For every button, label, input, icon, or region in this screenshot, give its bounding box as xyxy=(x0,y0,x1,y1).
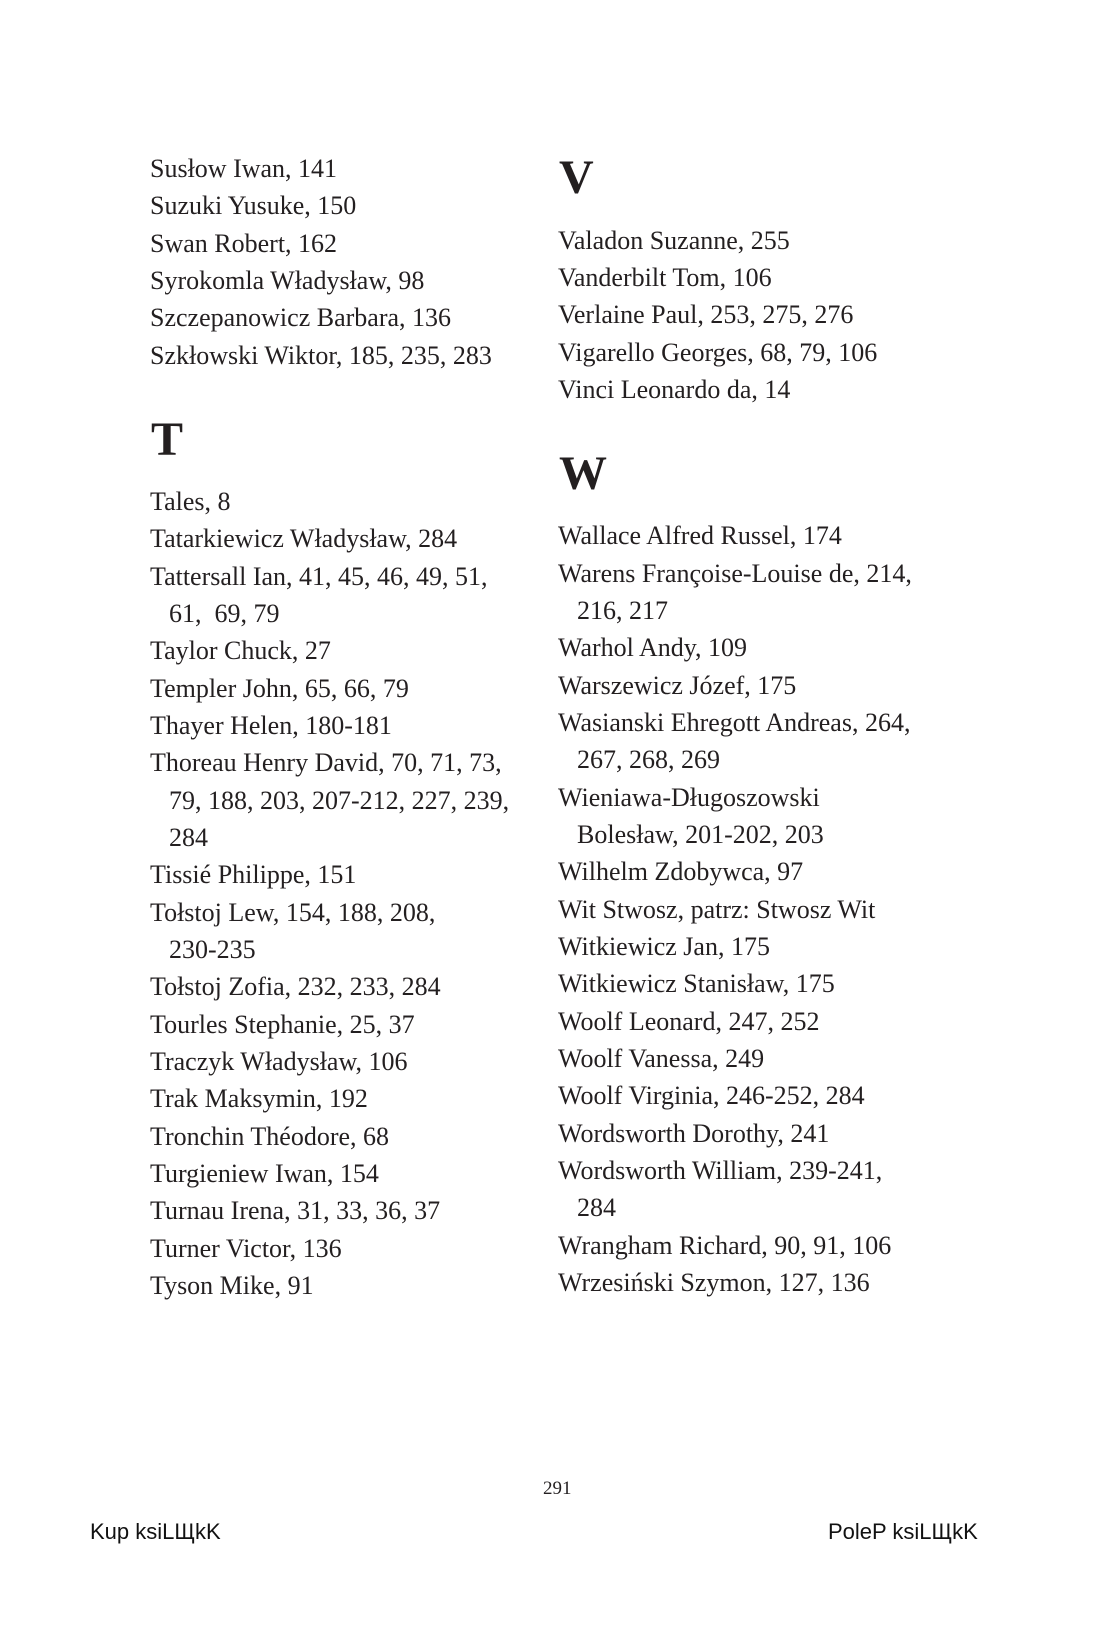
index-entry xyxy=(558,334,978,371)
index-entry-line: Suzuki Yusuke, 150 xyxy=(150,191,357,221)
index-entry xyxy=(558,222,978,259)
index-entry-line: Wordsworth Dorothy, 241 xyxy=(558,1118,830,1148)
index-entry-continuation-line: 216, 217 xyxy=(577,596,668,626)
index-entry-line: Wit Stwosz, patrz: Stwosz Wit xyxy=(558,894,876,924)
index-entry xyxy=(150,856,570,893)
index-entry xyxy=(150,337,570,374)
index-entry-continuation-line: Bolesław, 201-202, 203 xyxy=(577,820,824,850)
index-entry-line: Turnau Irena, 31, 33, 36, 37 xyxy=(150,1196,441,1226)
index-entry-continuation-line: 284 xyxy=(577,1193,616,1223)
index-entry-line: Warszewicz Józef, 175 xyxy=(558,670,797,700)
index-entry xyxy=(150,632,570,669)
index-entry-line: Tołstoj Zofia, 232, 233, 284 xyxy=(150,972,441,1002)
index-entry-line: Vanderbilt Tom, 106 xyxy=(558,262,772,292)
index-entry xyxy=(150,894,570,969)
index-entry xyxy=(150,1230,570,1267)
index-entry xyxy=(150,483,570,520)
index-entry-line: Woolf Leonard, 247, 252 xyxy=(558,1006,820,1036)
index-entry-line: Tattersall Ian, 41, 45, 46, 49, 51, xyxy=(150,561,488,591)
index-entry-line: Wieniawa-Długoszowski xyxy=(558,782,820,812)
index-entry xyxy=(150,968,570,1005)
index-entry xyxy=(558,891,978,928)
index-entry-line: Warhol Andy, 109 xyxy=(558,633,748,663)
index-entry xyxy=(558,371,978,408)
index-entry xyxy=(150,520,570,557)
section-letter-heading: V xyxy=(559,151,594,204)
index-entry xyxy=(150,707,570,744)
index-entry-line: Swan Robert, 162 xyxy=(150,228,338,258)
index-entry xyxy=(150,150,570,187)
index-entry-line: Tronchin Théodore, 68 xyxy=(150,1121,390,1151)
index-entry xyxy=(150,299,570,336)
index-entry-line: Witkiewicz Stanisław, 175 xyxy=(558,969,835,999)
index-entry-line: Witkiewicz Jan, 175 xyxy=(558,932,770,962)
index-entry-line: Wilhelm Zdobywca, 97 xyxy=(558,857,804,887)
index-entry xyxy=(150,1006,570,1043)
index-entry xyxy=(150,744,570,856)
index-entry-line: Trak Maksymin, 192 xyxy=(150,1084,368,1114)
index-entry-line: Woolf Virginia, 246-252, 284 xyxy=(558,1081,865,1111)
index-entry xyxy=(150,1118,570,1155)
index-entry xyxy=(558,965,978,1002)
index-entry-line: Syrokomla Władysław, 98 xyxy=(150,265,425,295)
index-entry-line: Traczyk Władysław, 106 xyxy=(150,1047,408,1077)
index-entry-line: Vigarello Georges, 68, 79, 106 xyxy=(558,337,878,367)
index-entry xyxy=(558,1152,978,1227)
index-entry-continuation-line: 284 xyxy=(169,823,208,853)
index-entry xyxy=(150,225,570,262)
index-left-column xyxy=(150,150,570,1304)
index-entry-line: Tatarkiewicz Władysław, 284 xyxy=(150,524,458,554)
index-entry-line: Verlaine Paul, 253, 275, 276 xyxy=(558,300,854,330)
index-entry xyxy=(558,928,978,965)
buy-book-link[interactable]: Kup ksiLЩkK xyxy=(90,1519,221,1544)
index-entry-line: Wrzesiński Szymon, 127, 136 xyxy=(558,1267,870,1297)
index-entry xyxy=(558,296,978,333)
index-entry xyxy=(558,667,978,704)
index-entry xyxy=(558,1077,978,1114)
index-entry xyxy=(558,259,978,296)
index-entry xyxy=(558,853,978,890)
index-entry-line: Taylor Chuck, 27 xyxy=(150,636,331,666)
index-entry-line: Wallace Alfred Russel, 174 xyxy=(558,521,842,551)
index-entry-line: Susłow Iwan, 141 xyxy=(150,154,338,183)
index-entry xyxy=(150,1080,570,1117)
index-entry-continuation-line: 61, 69, 79 xyxy=(169,599,280,629)
index-entry-line: Wrangham Richard, 90, 91, 106 xyxy=(558,1230,892,1260)
index-entry xyxy=(558,1227,978,1264)
index-right-column xyxy=(558,150,978,1301)
index-entry xyxy=(558,629,978,666)
index-entry xyxy=(150,670,570,707)
index-entry xyxy=(558,1115,978,1152)
index-entry-line: Thayer Helen, 180-181 xyxy=(150,711,392,741)
index-entry-line: Vinci Leonardo da, 14 xyxy=(558,374,791,404)
index-entry-line: Tyson Mike, 91 xyxy=(150,1271,314,1301)
section-letter-heading: T xyxy=(151,412,184,466)
index-entry-line: Szkłowski Wiktor, 185, 235, 283 xyxy=(150,340,492,370)
index-entry-line: Szczepanowicz Barbara, 136 xyxy=(150,303,452,333)
index-entry-line: Warens Françoise-Louise de, 214, xyxy=(558,558,912,588)
index-entry xyxy=(558,517,978,554)
section-letter-heading: W xyxy=(559,446,607,500)
page-number: 291 xyxy=(543,1478,572,1499)
recommend-book-link[interactable]: PoleP ksiLЩkK xyxy=(828,1519,978,1544)
index-entry-line: Thoreau Henry David, 70, 71, 73, xyxy=(150,748,502,778)
index-entry xyxy=(150,1155,570,1192)
index-entry xyxy=(150,187,570,224)
index-entry xyxy=(150,1267,570,1304)
index-entry xyxy=(558,779,978,854)
index-entry-continuation-line: 230-235 xyxy=(169,935,256,965)
index-entry xyxy=(558,704,978,779)
index-entry xyxy=(558,555,978,630)
index-entry-line: Tissié Philippe, 151 xyxy=(150,860,357,890)
index-entry xyxy=(150,558,570,633)
index-entry-line: Tales, 8 xyxy=(150,487,231,517)
index-entry-line: Tołstoj Lew, 154, 188, 208, xyxy=(150,897,436,927)
index-entry-line: Valadon Suzanne, 255 xyxy=(558,225,790,255)
index-entry xyxy=(558,1040,978,1077)
index-entry xyxy=(558,1264,978,1301)
index-entry-line: Turgieniew Iwan, 154 xyxy=(150,1159,379,1189)
index-entry xyxy=(558,1003,978,1040)
index-entry-line: Turner Victor, 136 xyxy=(150,1233,342,1263)
index-entry-line: Woolf Vanessa, 249 xyxy=(558,1044,765,1074)
index-entry-line: Tourles Stephanie, 25, 37 xyxy=(150,1009,415,1039)
index-entry-line: Templer John, 65, 66, 79 xyxy=(150,673,409,703)
index-entry-continuation-line: 79, 188, 203, 207-212, 227, 239, xyxy=(169,785,510,815)
index-entry xyxy=(150,262,570,299)
index-entry xyxy=(150,1192,570,1229)
index-entry xyxy=(150,1043,570,1080)
index-entry-continuation-line: 267, 268, 269 xyxy=(577,745,720,775)
index-entry-line: Wordsworth William, 239-241, xyxy=(558,1156,883,1185)
index-entry-line: Wasianski Ehregott Andreas, 264, xyxy=(558,708,911,738)
